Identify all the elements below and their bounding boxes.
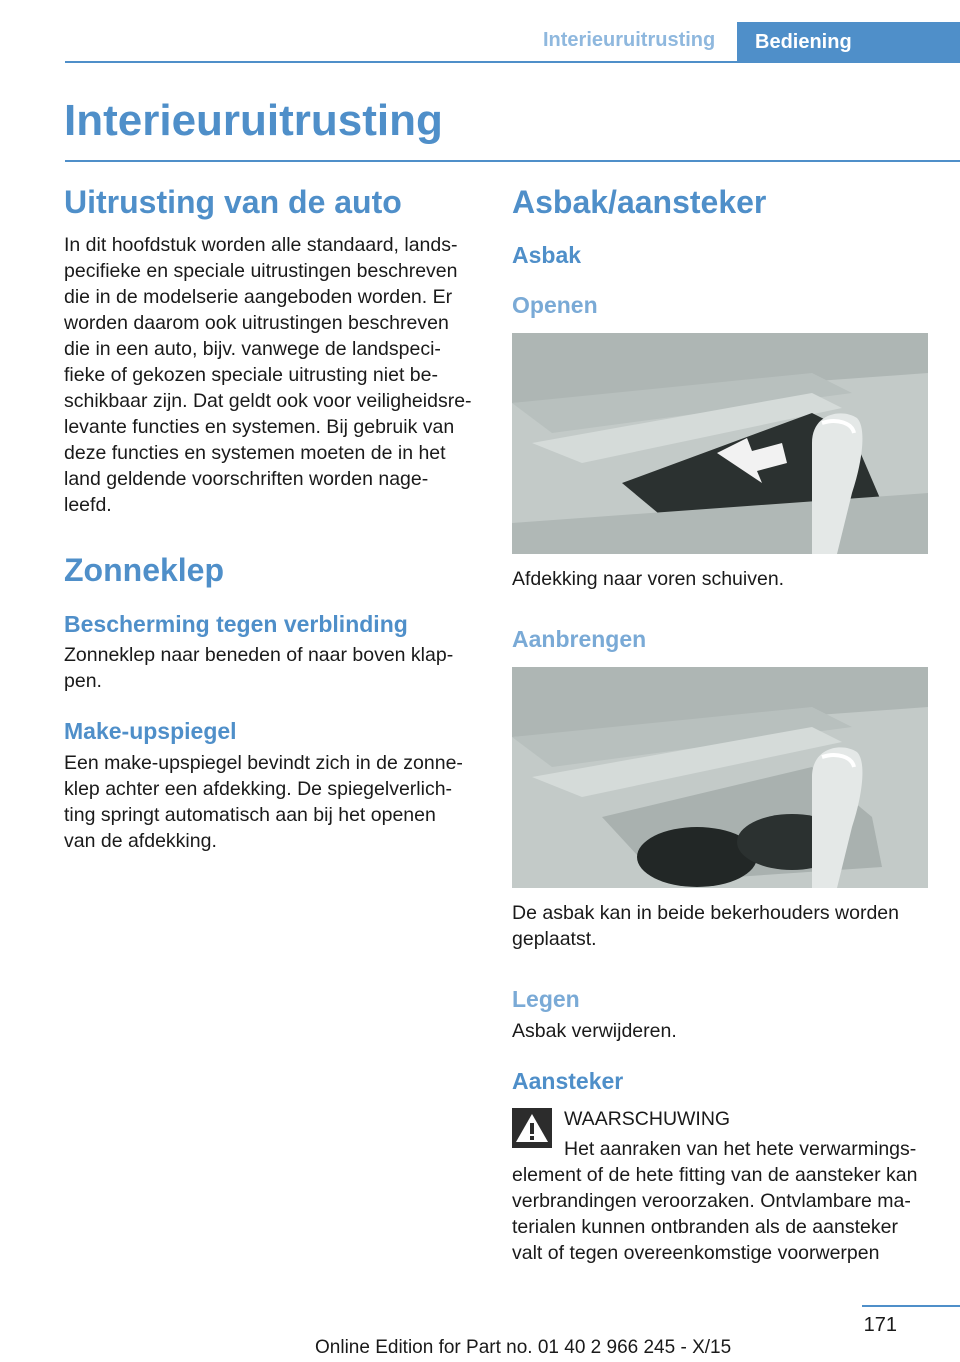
makeup-paragraph	[64, 750, 484, 854]
text-line: levante functies en systemen. Bij gebruik van	[64, 416, 455, 438]
text-line: terialen kunnen ontbranden als de aansteker	[512, 1216, 898, 1238]
text-line: ting springt automatisch aan bij het openen	[64, 804, 436, 826]
photo-ashtray-open	[512, 333, 928, 554]
bescherming-paragraph	[64, 642, 484, 694]
subsection-title-asbak: Asbak	[512, 242, 582, 268]
chapter-title: Interieuruitrusting	[64, 96, 443, 145]
text-line: schikbaar zijn. Dat geldt ook voor veiligheidsre‐	[64, 390, 472, 412]
subsubsection-title-openen: Openen	[512, 292, 598, 318]
edition-footer: Online Edition for Part no. 01 40 2 966 245 - X/15	[315, 1337, 732, 1358]
text-line: land geldende voorschriften worden nage‐	[64, 468, 429, 490]
text-line: van de afdekking.	[64, 830, 217, 852]
subsubsection-title-aanbrengen: Aanbrengen	[512, 626, 647, 652]
legen-text: Asbak verwijderen.	[512, 1020, 677, 1042]
subsection-title-aansteker: Aansteker	[512, 1068, 624, 1094]
text-line: pecifieke en speciale uitrustingen beschreven	[64, 260, 458, 282]
text-line: Een make-upspiegel bevindt zich in de zonne‐	[64, 752, 463, 774]
text-line: valt of tegen overeenkomstige voorwerpen	[512, 1242, 880, 1264]
header-tab-bediening[interactable]	[737, 22, 960, 62]
section-title-uitrusting: Uitrusting van de auto	[64, 184, 402, 220]
header-rule	[65, 61, 960, 63]
photo-ashtray-cupholder	[512, 667, 928, 888]
caption-openen: Afdekking naar voren schuiven.	[512, 568, 785, 590]
page-number: 171	[863, 1314, 897, 1336]
aanbrengen-paragraph	[512, 900, 932, 952]
text-line: Zonneklep naar beneden of naar boven klap‐	[64, 644, 454, 666]
warning-triangle-icon	[512, 1108, 552, 1148]
text-line: element of de hete fitting van de aansteker kan	[512, 1164, 918, 1186]
text-line: klep achter een afdekking. De spiegelverlich‐	[64, 778, 453, 800]
uitrusting-paragraph	[64, 232, 484, 518]
text-line: geplaatst.	[512, 928, 597, 950]
footer-rule	[862, 1305, 960, 1307]
text-line: die in een auto, bijv. vanwege de landspeci‐	[64, 338, 441, 360]
subsection-title-makeup: Make-upspiegel	[64, 718, 237, 744]
text-line: deze functies en systemen moeten de in het	[64, 442, 446, 464]
header-section-label[interactable]: Interieuruitrusting	[543, 29, 716, 51]
chapter-rule	[65, 160, 960, 162]
section-title-zonneklep: Zonneklep	[64, 552, 225, 588]
text-line: verbrandingen veroorzaken. Ontvlambare ma‐	[512, 1190, 911, 1212]
subsubsection-title-legen: Legen	[512, 986, 580, 1012]
text-line: pen.	[64, 670, 102, 692]
warning-paragraph	[512, 1162, 932, 1266]
text-line: leefd.	[64, 494, 112, 516]
text-line: In dit hoofdstuk worden alle standaard, lands‐	[64, 234, 458, 256]
header-tab-label: Bediening	[755, 31, 852, 53]
subsection-title-bescherming: Bescherming tegen verblinding	[64, 611, 408, 637]
text-line: De asbak kan in beide bekerhouders worden	[512, 902, 900, 924]
text-line: fieke of gekozen speciale uitrusting niet be‐	[64, 364, 438, 386]
warning-label: WAARSCHUWING	[564, 1108, 731, 1130]
warning-first-line: Het aanraken van het hete verwarmings‐	[564, 1138, 917, 1160]
text-line: worden daarom ook uitrustingen beschreven	[64, 312, 449, 334]
text-line: die in de modelserie aangeboden worden. Er	[64, 286, 453, 308]
section-title-asbak-aansteker: Asbak/aansteker	[512, 184, 767, 220]
